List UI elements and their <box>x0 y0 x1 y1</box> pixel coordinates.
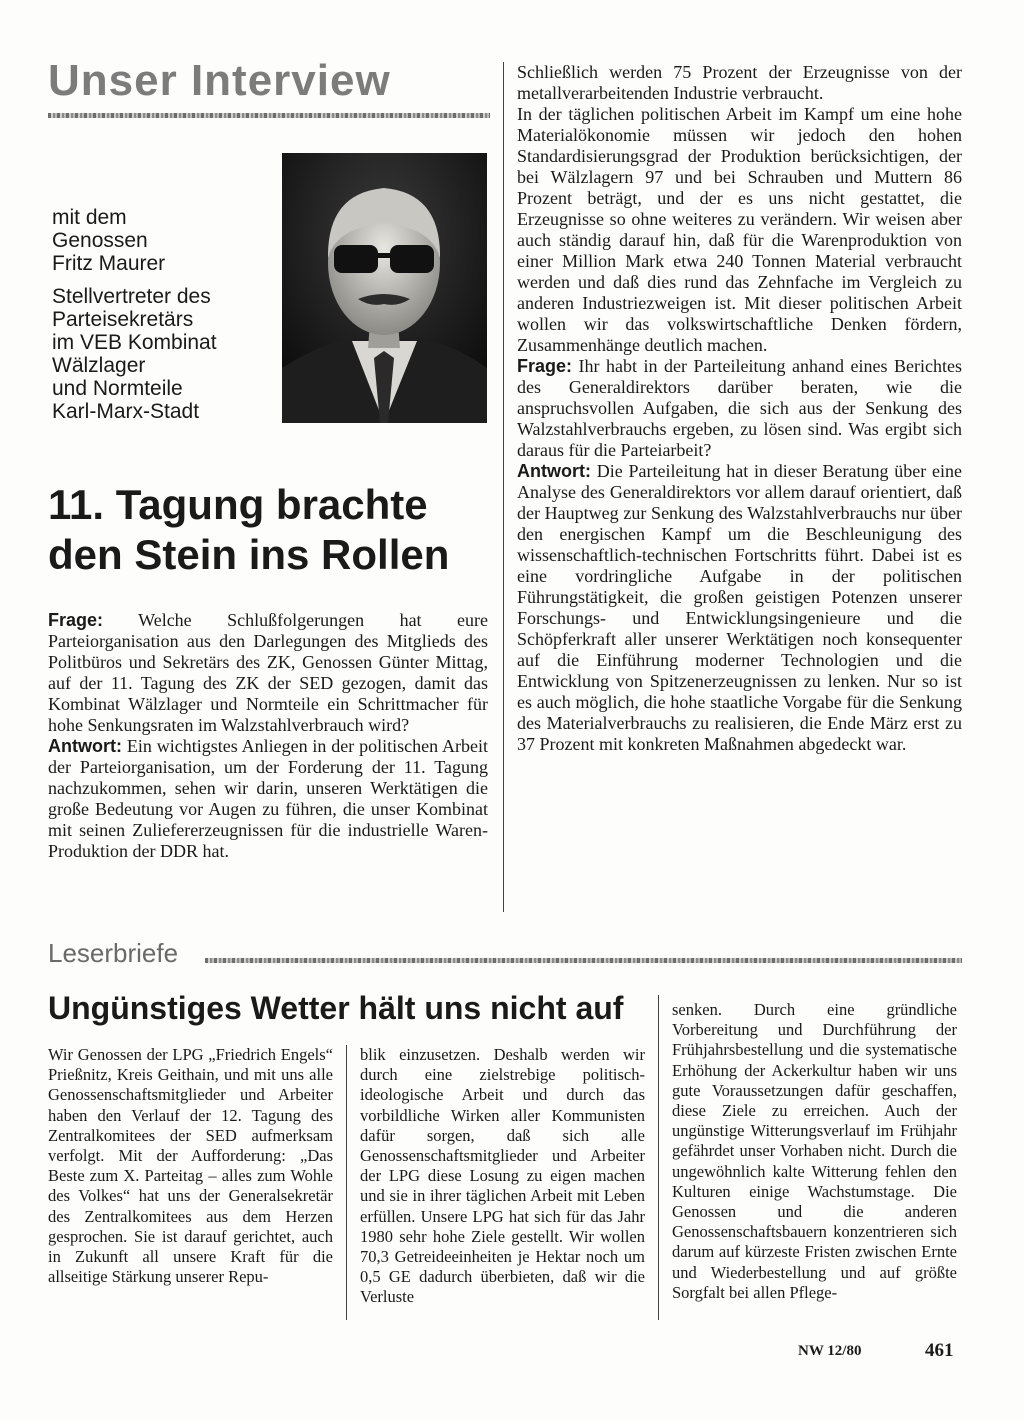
paragraph-text: In der täglichen politischen Arbeit im Kampf um eine hohe Materialökonomie müssen wir jedoch den hohen Standardisierungsgrad der Produktion berücksichtigen, der bei Wälzlagern 97 und bei Schrauben und Muttern 86 Prozent beträgt, und der es uns nicht gestattet, die Erzeugnisse so ohne weiteres zu verändern. Wir weisen aber auch ständig darauf hin, daß für die Warenproduktion von einer Million Mark etwa 240 Tonnen Material verbraucht werden und daß dies rund das Zehnfache im Vergleich zu anderen Industriezweigen ist. Mit dieser politischen Arbeit wollen wir das volkswirtschaftliche Denken fördern, Zusammenhänge deutlich machen. <box>517 104 962 355</box>
interview-headline <box>48 480 488 580</box>
interview-intro <box>52 206 277 433</box>
paragraph-label: Antwort: <box>48 736 122 756</box>
answer-paragraph <box>517 461 962 755</box>
paragraph-text: Schließlich werden 75 Prozent der Erzeugnisse von der metallverarbeitenden Industrie verbraucht. <box>517 62 962 103</box>
interviewee-name-block <box>52 206 277 275</box>
leserbriefe-rule <box>205 958 962 963</box>
body-paragraph <box>517 104 962 356</box>
paragraph-label: Frage: <box>517 356 573 376</box>
interview-title-rule <box>48 113 490 118</box>
paragraph-text: Welche Schlußfolgerungen hat eure Parteiorganisation aus den Darlegungen des Mitglieds des Politbüros und Sekretärs des ZK, Genossen Günter Mittag, auf der 11. Tagung des ZK der SED gezogen, damit das Kombinat Wälzlager und Normteile ein Schrittmacher für hohe Senkungsraten im Walzstahlverbrauch wird? <box>48 610 488 735</box>
question-paragraph <box>48 610 488 736</box>
intro-line: im VEB Kombinat <box>52 331 217 354</box>
interview-column-2 <box>517 62 962 755</box>
paragraph-label: Antwort: <box>517 461 591 481</box>
intro-line: und Normteile <box>52 377 183 400</box>
issue-code: NW 12/80 <box>798 1343 862 1359</box>
intro-line: Karl-Marx-Stadt <box>52 400 200 423</box>
paragraph-text: Die Parteileitung hat in dieser Beratung über eine Analyse des Generaldirektors vor allem darauf orientiert, daß der Hauptweg zur Senkung des Walzstahlverbrauchs nur über den energischen Kampf um die Beschleunigung des wissenschaftlich-technischen Fortschritts führt. Dabei ist es eine vordringliche Aufgabe in der politischen Führungstätigkeit, die großen geistigen Potenzen unserer Forschungs- und Entwicklungsingenieure und die Schöpferkraft aller unserer Werktätigen noch konsequenter auf die Einführung moderner Technologien und die Entwicklung von Spitzenerzeugnissen zu lenken. Nur so ist es auch möglich, die hohe staatliche Vorgabe für die Senkung des Materialverbrauchs zu realisieren, die Ende März erst zu 37 Prozent mit konkreten Maßnahmen abgedeckt war. <box>517 461 962 754</box>
paragraph-text: Ein wichtigstes Anliegen in der politischen Arbeit der Parteiorganisation, um der Forderung der 11. Tagung nachzukommen, sehen wir darin, unseren Werktätigen die große Bedeutung vor Augen zu führen, die unser Kombinat mit seinen Zuliefererzeugnissen für die industrielle Waren-Produktion der DDR hat. <box>48 736 488 861</box>
interview-section-title: Unser Interview <box>48 56 391 105</box>
letter-column-1: Wir Genossen der LPG „Friedrich Engels“ Prießnitz, Kreis Geithain, und mit uns alle Genossenschaftsmitglieder und Arbeiter haben den Verlauf der 12. Tagung des Zentralkomitees der SED aufmerksam verfolgt. Mit der Aufforderung: „Das Beste zum X. Parteitag – alles zum Wohle des Volkes“ hat uns der Generalsekretär des Zentralkomitees aus dem Herzen gesprochen. Sie ist darauf gerichtet, auch in Zukunft all unsere Kraft für die allseitige Stärkung unserer Repu- <box>48 1045 333 1287</box>
intro-line: Wälzlager <box>52 354 146 377</box>
portrait-drawing <box>282 153 487 423</box>
column-divider <box>346 1045 347 1320</box>
interviewee-role-block <box>52 285 277 423</box>
intro-line: Fritz Maurer <box>52 252 166 275</box>
paragraph-label: Frage: <box>48 610 104 630</box>
portrait-photo <box>282 153 487 423</box>
column-divider <box>658 995 659 1320</box>
body-paragraph <box>517 62 962 104</box>
intro-line: Genossen <box>52 229 148 252</box>
column-divider <box>503 62 504 912</box>
intro-line: mit dem <box>52 206 127 229</box>
letter-headline: Ungünstiges Wetter hält uns nicht auf <box>48 990 624 1026</box>
intro-line: Parteisekretärs <box>52 308 194 331</box>
leserbriefe-section-title: Leserbriefe <box>48 938 179 968</box>
letter-column-3: senken. Durch eine gründliche Vorbereitung und Durchführung der Frühjahrsbestellung und die systematische Erhöhung der Ackerkultur haben wir uns gute Voraussetzungen dafür geschaffen, diese Ziele zu erreichen. Auch der ungünstige Witterungsverlauf im Frühjahr gefährdet unser Vorhaben nicht. Durch die ungewöhnlich kalte Witterung fehlen den Kulturen einige Wachstumstage. Die Genossen und die anderen Genossenschaftsbauern konzentrieren sich darum auf kürzeste Fristen zwischen Ernte und Wiederbestellung und auf größte Sorgfalt bei allen Pflege- <box>672 1000 957 1302</box>
interview-column-1 <box>48 610 488 862</box>
page-number: 461 <box>925 1340 954 1361</box>
headline-line: 11. Tagung brachte <box>48 481 428 528</box>
answer-paragraph <box>48 736 488 862</box>
paragraph-text: Ihr habt in der Parteileitung anhand eines Berichtes des Generaldirektors darüber beraten, wie die anspruchsvollen Aufgaben, die sich aus der Senkung des Walzstahlverbrauchs ergeben, zu lösen sind. Was ergibt sich daraus für die Parteiarbeit? <box>517 356 962 460</box>
letter-column-2: blik einzusetzen. Deshalb werden wir durch eine zielstrebige politisch-ideologische Arbeit und durch das vorbildliche Wirken aller Kommunisten dafür sorgen, daß sich alle Genossenschaftsmitglieder und Arbeiter der LPG diese Losung zu eigen machen und sie in ihrer täglichen Arbeit mit Leben erfüllen. Unsere LPG hat sich für das Jahr 1980 sehr hohe Ziele gestellt. Wir wollen 70,3 Getreideeinheiten je Hektar noch um 0,5 GE dadurch überbieten, daß wir die Verluste <box>360 1045 645 1307</box>
question-paragraph <box>517 356 962 461</box>
intro-line: Stellvertreter des <box>52 285 211 308</box>
headline-line: den Stein ins Rollen <box>48 531 450 578</box>
